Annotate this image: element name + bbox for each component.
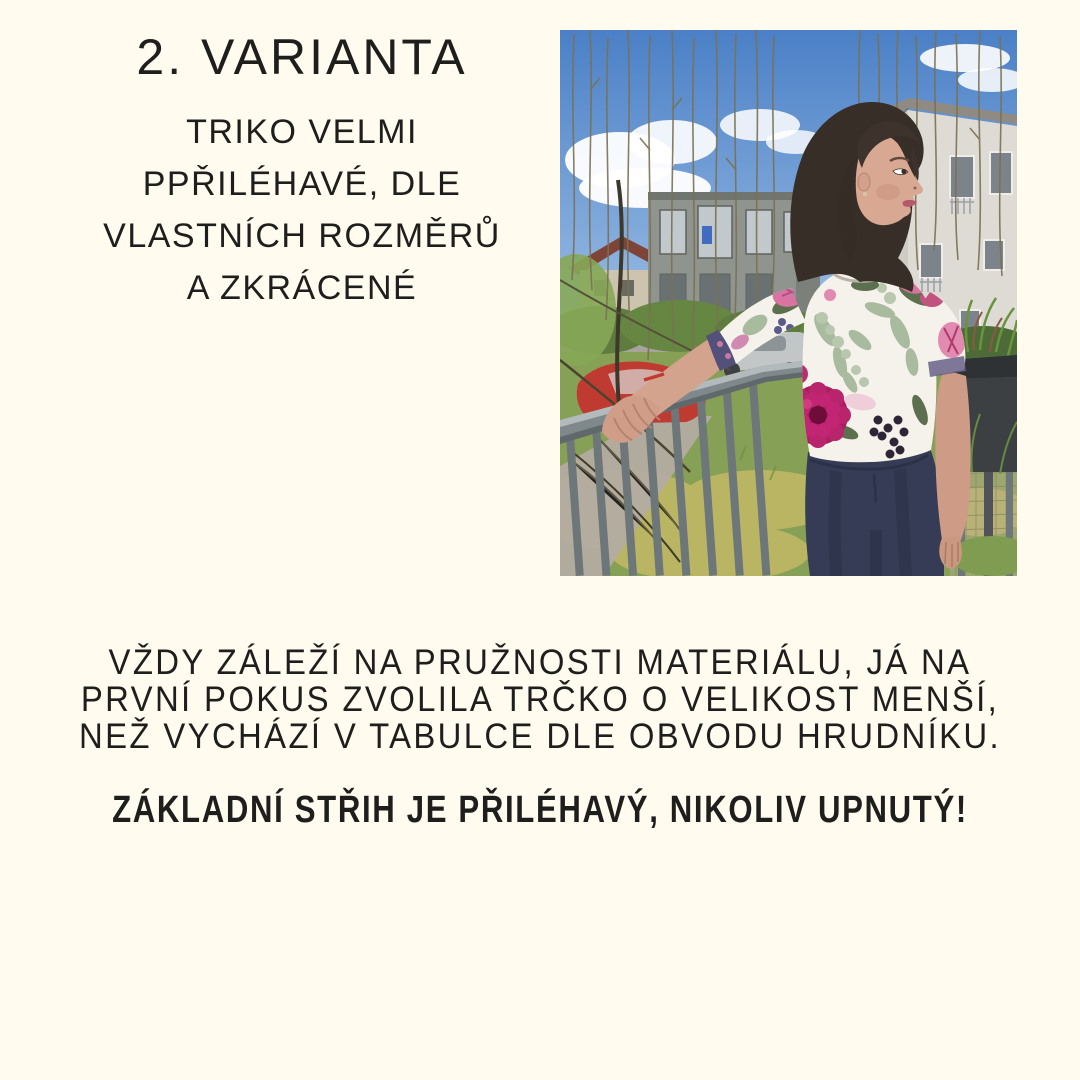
paragraph-line: NEŽ VYCHÁZÍ V TABULCE DLE OBVODU HRUDNÍKU. (79, 717, 1001, 756)
subtitle-line: VLASTNÍCH ROZMĚRŮ (103, 217, 501, 255)
ear (858, 173, 870, 191)
trousers (805, 448, 944, 576)
balcony-photo-illustration (560, 30, 1017, 576)
paragraph-line: PRVNÍ POKUS ZVOLILA TRČKO O VELIKOST MENŠÍ, (80, 680, 1000, 719)
paragraph-line: VŽDY ZÁLEŽÍ NA PRUŽNOSTI MATERIÁLU, JÁ NA (108, 643, 972, 682)
page-title: 2. VARIANTA (136, 29, 468, 85)
body-paragraph (32, 644, 1047, 755)
subtitle (40, 106, 564, 314)
subtitle-line: A ZKRÁCENÉ (186, 269, 418, 307)
emphasis-line: ZÁKLADNÍ STŘIH JE PŘILÉHAVÝ, NIKOLIV UPNUTÝ! (112, 789, 968, 831)
balcony-photo (560, 30, 1017, 576)
subtitle-line: PPŘILÉHAVÉ, DLE (142, 165, 462, 203)
subtitle-line: TRIKO VELMI (186, 113, 418, 151)
earring (863, 192, 867, 196)
